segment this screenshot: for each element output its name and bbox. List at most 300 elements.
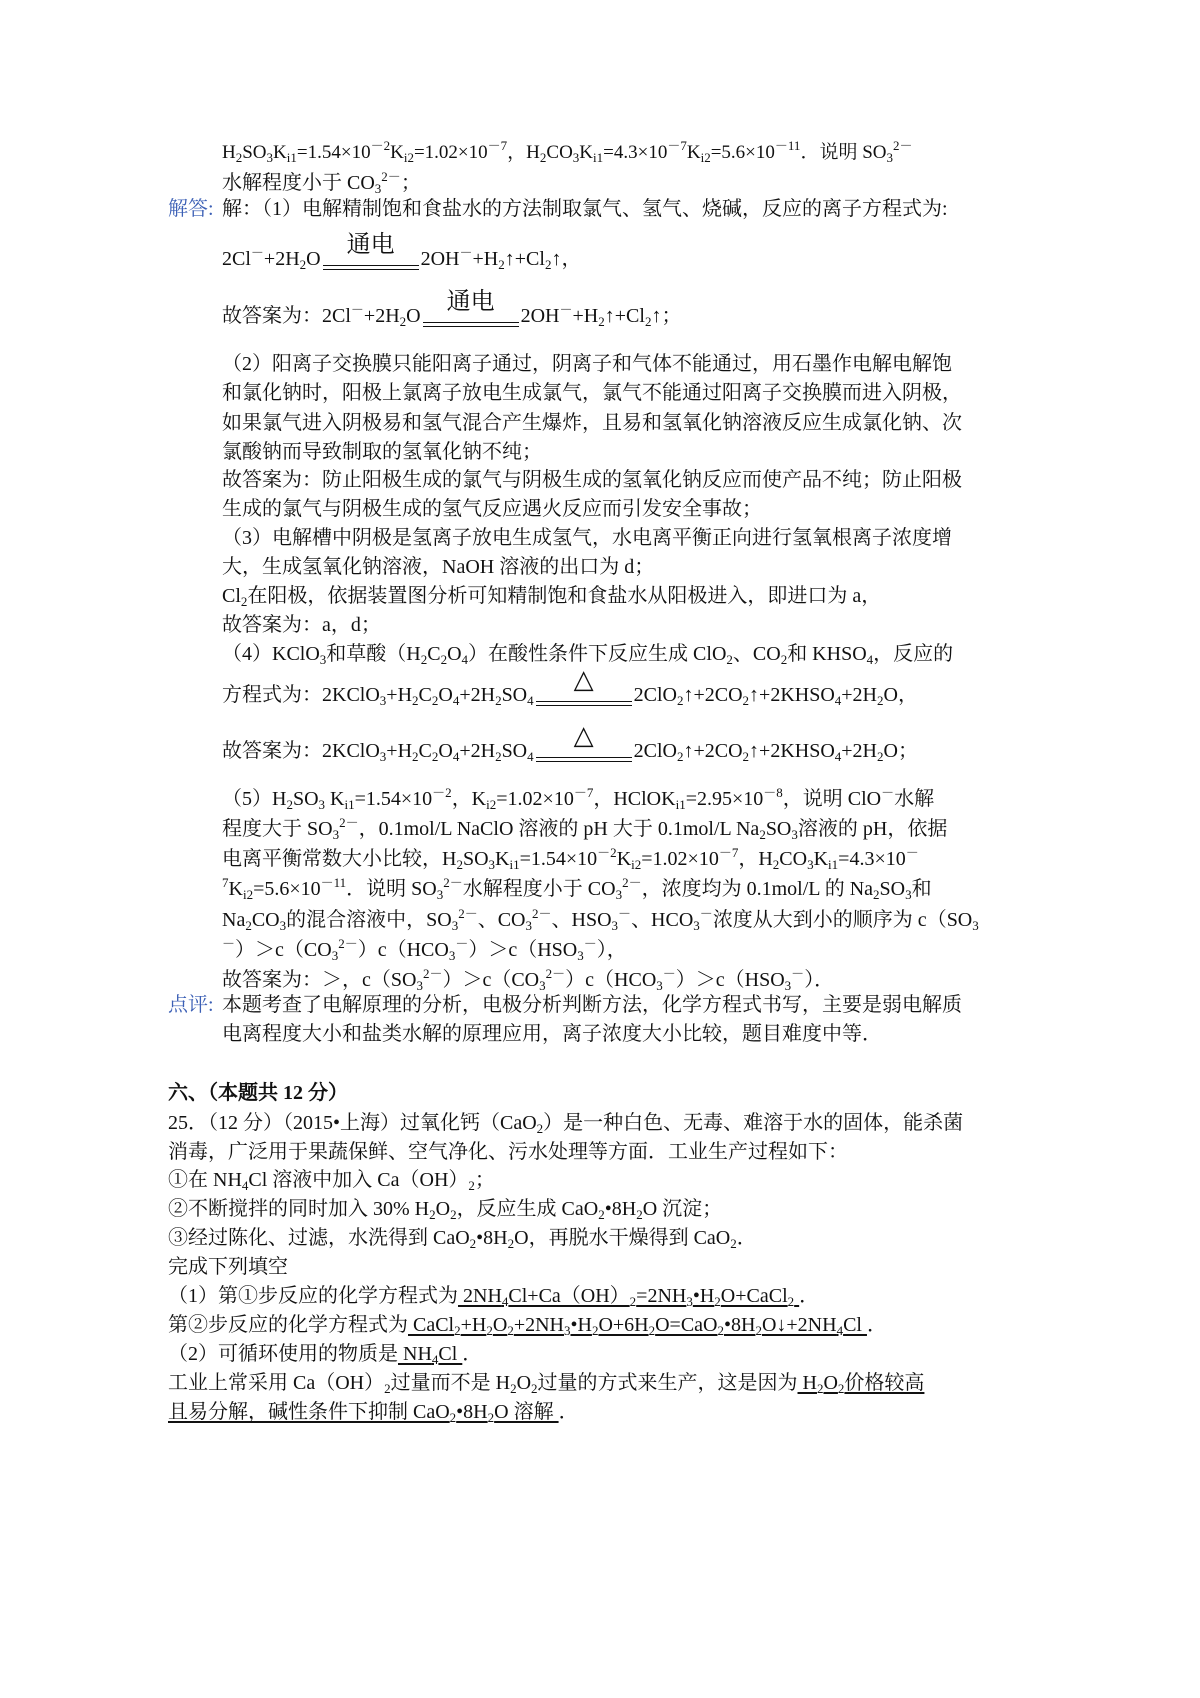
subscript: 4 <box>461 652 469 667</box>
text: O 溶解 <box>494 1401 559 1423</box>
text: Cl 溶液中加入 Ca（OH） <box>248 1169 469 1191</box>
subscript: 2 <box>714 1294 721 1309</box>
text: ．说明 SO <box>800 142 887 163</box>
text: ，H <box>738 848 773 870</box>
text: •8H <box>724 1314 756 1336</box>
text: O，再脱水干燥得到 CaO <box>514 1227 731 1249</box>
text: 和 KHSO <box>787 643 867 665</box>
subscript: 2 <box>730 1236 737 1251</box>
text: Na <box>222 909 246 931</box>
text: =1.54×10 <box>519 848 598 870</box>
superscript: 2－ <box>443 875 463 890</box>
text: ②不断搅拌的同时加入 30% H <box>168 1198 430 1220</box>
text: 故答案为： <box>222 305 322 327</box>
delta-icon: △ <box>573 665 594 695</box>
superscript: 2－ <box>532 906 552 921</box>
superscript: 2－ <box>545 966 566 981</box>
q25-fill-prompt: 完成下列填空 <box>168 1256 288 1278</box>
text: NH <box>398 1343 432 1365</box>
subscript: 2 <box>742 693 750 708</box>
text: K <box>616 848 632 870</box>
text: ． <box>558 1401 579 1423</box>
superscript: － <box>791 966 805 981</box>
subscript: 3 <box>972 918 979 933</box>
subscript: 2 <box>877 693 884 708</box>
subscript: 2 <box>286 797 293 812</box>
text: K <box>686 142 701 163</box>
subscript: 2 <box>676 749 684 764</box>
comment-label: 点评: <box>168 994 214 1016</box>
text: 和草酸（H <box>326 643 421 665</box>
text: 的混合溶液中，SO <box>286 909 452 931</box>
subscript: 3 <box>615 887 623 902</box>
subscript: 2 <box>429 1207 436 1222</box>
text: 2ClO <box>633 740 677 762</box>
subscript: 2 <box>531 1381 538 1396</box>
superscript: － <box>583 936 597 951</box>
text: 故答案为： <box>222 740 322 762</box>
text: 、HCO <box>631 909 694 931</box>
text: O， <box>883 684 918 706</box>
subscript: 4 <box>452 693 460 708</box>
subscript: 2 <box>454 1323 461 1338</box>
text: ，反应的 <box>873 643 954 665</box>
text: ）． <box>804 969 835 991</box>
answer-blank-3 <box>398 1343 462 1365</box>
subscript: i2 <box>700 150 711 165</box>
subscript: i1 <box>344 797 355 812</box>
text: =5.6×10 <box>710 142 775 163</box>
subscript: 3 <box>436 887 444 902</box>
text: +2H <box>459 684 496 706</box>
text: O <box>438 740 453 762</box>
text: ，H <box>507 142 540 163</box>
text: O； <box>883 740 918 762</box>
subscript: 3 <box>791 827 798 842</box>
subscript: 3 <box>374 181 382 196</box>
comment-line-1: 本题考查了电解原理的分析，电极分析判断方法，化学方程式书写，主要是弱电解质 <box>222 994 962 1016</box>
text: =1.54×10 <box>354 788 433 810</box>
text: K <box>330 788 345 810</box>
text: 且易分解，碱性条件下抑制 CaO <box>168 1401 450 1423</box>
subscript: 2 <box>772 857 780 872</box>
text: •8H <box>456 1401 488 1423</box>
text: O 沉淀； <box>642 1198 723 1220</box>
text: 2ClO <box>633 684 677 706</box>
superscript: －2 <box>370 138 391 153</box>
text: =1.02×10 <box>496 788 574 810</box>
text: +2H <box>841 740 878 762</box>
text: +2NH <box>513 1314 564 1336</box>
superscript: － <box>905 845 919 860</box>
subscript: 2 <box>498 257 505 272</box>
text: 溶液的 pH，依据 <box>797 818 948 840</box>
text: K <box>579 142 594 163</box>
text: （4）KClO <box>222 643 320 665</box>
text: 在阳极，依据装置图分析可知精制饱和食盐水从阳极进入，即进口为 a， <box>247 585 882 607</box>
superscript: － <box>222 936 236 951</box>
text: ）是一种白色、无毒、难溶于水的固体，能杀菌 <box>543 1112 964 1134</box>
text: O <box>406 305 421 327</box>
solution-p3-line-1: （3）电解槽中阴极是氢离子放电生成氢气，水电离平衡正向进行氢氧根离子浓度增 <box>222 527 952 549</box>
subscript: 3 <box>379 693 387 708</box>
text: =1.54×10 <box>296 142 371 163</box>
solution-p2-line-4: 氯酸钠而导致制取的氢氧化钠不纯； <box>222 441 542 463</box>
text: +H <box>386 740 413 762</box>
superscript: － <box>250 245 264 260</box>
superscript: －7 <box>487 138 508 153</box>
text: 水解程度小于 CO <box>222 172 375 194</box>
subscript: 4 <box>452 749 460 764</box>
text: ①在 NH <box>168 1169 242 1191</box>
text: （5）H <box>222 788 287 810</box>
superscript: 2－ <box>622 875 642 890</box>
subscript: 3 <box>563 1323 571 1338</box>
text: ，反应生成 CaO <box>456 1198 599 1220</box>
answer-blank-4-cont <box>168 1401 559 1423</box>
subscript: 2 <box>495 749 502 764</box>
text: ↑+Cl <box>504 248 545 270</box>
text: +H <box>386 684 413 706</box>
subscript: 2 <box>787 1294 795 1309</box>
subscript: i1 <box>675 797 686 812</box>
subscript: 2 <box>726 652 733 667</box>
text: Cl <box>222 585 241 607</box>
subscript: i2 <box>486 797 497 812</box>
text: C <box>427 643 441 665</box>
subscript: i1 <box>828 857 839 872</box>
text: K <box>495 848 510 870</box>
subscript: 4 <box>527 749 534 764</box>
text: +H <box>572 305 599 327</box>
heat-condition <box>534 721 634 770</box>
text: SO <box>501 684 528 706</box>
subscript: 3 <box>886 150 893 165</box>
subscript: 3 <box>686 1294 693 1309</box>
text: =4.3×10 <box>603 142 668 163</box>
superscript: －2 <box>597 845 617 860</box>
text: ，HClOK <box>593 788 676 810</box>
equals-bar <box>423 322 519 327</box>
text: K <box>273 142 287 163</box>
answer-blank-2 <box>408 1314 867 1336</box>
q25-step-1 <box>168 1167 495 1199</box>
q25-question-2 <box>168 1341 482 1373</box>
text: ． <box>866 1314 887 1336</box>
text: 水解 <box>894 788 935 810</box>
text: 故答案为：＞，c（SO <box>222 969 417 991</box>
subscript: 3 <box>807 857 814 872</box>
equation-1-answer <box>222 287 682 335</box>
text: •8H <box>476 1227 508 1249</box>
subscript: 2 <box>507 1323 514 1338</box>
electrolysis-condition <box>321 230 421 278</box>
subscript: 2 <box>240 594 248 609</box>
superscript: －2 <box>432 785 452 800</box>
subscript: 3 <box>693 918 700 933</box>
subscript: 2 <box>495 693 502 708</box>
text: 2Cl <box>322 305 351 327</box>
superscript: 2－ <box>892 138 913 153</box>
text: 工业上常采用 Ca（OH） <box>168 1372 385 1394</box>
text: O <box>516 1372 532 1394</box>
text: •H <box>692 1285 715 1307</box>
superscript: － <box>881 785 895 800</box>
subscript: 2 <box>487 1410 495 1425</box>
text: 价格较高 <box>844 1372 925 1394</box>
subscript: 2 <box>676 693 684 708</box>
text: •8H <box>604 1198 637 1220</box>
subscript: 3 <box>279 918 287 933</box>
text: ，K <box>451 788 487 810</box>
subscript: 4 <box>836 1323 844 1338</box>
text: ．说明 SO <box>346 878 437 900</box>
solution-p1-intro: 解：（1）电解精制饱和食盐水的方法制取氯气、氢气、烧碱，反应的离子方程式为: <box>222 198 948 220</box>
text: ）＞c（CO <box>235 939 332 961</box>
text: ，浓度均为 0.1mol/L 的 Na <box>641 878 874 900</box>
equation-1 <box>222 230 582 278</box>
text: 浓度从大到小的顺序为 c（SO <box>712 909 973 931</box>
condition-text: 通电 <box>346 230 395 258</box>
subscript: 3 <box>611 918 619 933</box>
text: 水解程度小于 CO <box>462 878 616 900</box>
text: ； <box>474 1169 495 1191</box>
text: ）， <box>596 939 627 961</box>
q25-line-2: 消毒，广泛用于果蔬保鲜、空气净化、污水处理等方面．工业生产过程如下： <box>168 1141 848 1163</box>
text: ↑+2CO <box>683 684 743 706</box>
subscript: 2 <box>384 1381 391 1396</box>
superscript: 7 <box>222 875 229 890</box>
subscript: 2 <box>245 918 252 933</box>
text: 2OH <box>520 305 560 327</box>
text: =2NH <box>636 1285 687 1307</box>
text: O <box>447 643 462 665</box>
superscript: －8 <box>763 785 783 800</box>
solution-p2-line-1: （2）阳离子交换膜只能阳离子通过，阴离子和气体不能通过，用石墨作电解电解饱 <box>222 353 952 375</box>
comment-line-2: 电离程度大小和盐类水解的原理应用，离子浓度大小比较，题目难度中等． <box>222 1023 882 1045</box>
subscript: 3 <box>318 797 326 812</box>
text: +H <box>472 248 499 270</box>
delta-icon: △ <box>573 721 594 751</box>
superscript: － <box>699 906 713 921</box>
text: O+CaCl <box>720 1285 788 1307</box>
heat-condition <box>534 665 634 714</box>
text: =1.02×10 <box>641 848 719 870</box>
text: 2NH <box>458 1285 502 1307</box>
text: 2KClO <box>322 740 380 762</box>
subscript: i1 <box>593 150 604 165</box>
superscript: － <box>455 936 469 951</box>
superscript: 2－ <box>338 936 358 951</box>
answer-blank-4 <box>798 1372 925 1394</box>
text: ）c（HCO <box>565 969 657 991</box>
subscript: 3 <box>416 978 423 993</box>
solution-p3-line-2: 大，生成氢氧化钠溶液，NaOH 溶液的出口为 d； <box>222 556 655 578</box>
solution-p3-line-3 <box>222 583 881 615</box>
q25-line-1 <box>168 1110 963 1142</box>
text: 2KClO <box>322 684 380 706</box>
solution-p3-answer: 故答案为：a，d； <box>222 614 381 636</box>
subscript: i1 <box>509 857 520 872</box>
subscript: i2 <box>242 887 254 902</box>
subscript: 3 <box>379 749 387 764</box>
superscript: 2－ <box>422 966 443 981</box>
subscript: 2 <box>544 257 552 272</box>
text: 、HSO <box>551 909 612 931</box>
superscript: －11 <box>774 138 801 153</box>
text: C <box>418 740 432 762</box>
text: （1）第①步反应的化学方程式为 <box>168 1285 458 1307</box>
superscript: －7 <box>573 785 594 800</box>
condition-text: 通电 <box>446 287 495 315</box>
text: ）＞c（HSO <box>468 939 578 961</box>
text: 第②步反应的化学方程式为 <box>168 1314 408 1336</box>
text: O <box>823 1372 838 1394</box>
text: Cl+Ca（OH） <box>508 1285 630 1307</box>
text: ． <box>736 1227 757 1249</box>
q25-question-3 <box>168 1370 924 1402</box>
text: +2H <box>363 305 400 327</box>
text: SO <box>292 788 319 810</box>
subscript: 3 <box>266 150 274 165</box>
subscript: 4 <box>501 1294 509 1309</box>
subscript: 2 <box>456 857 463 872</box>
text: 、CO <box>732 643 781 665</box>
text: ，说明 ClO <box>782 788 882 810</box>
text: 过量而不是 H <box>390 1372 511 1394</box>
subscript: 4 <box>834 749 842 764</box>
q25-question-3-cont <box>168 1399 579 1431</box>
text: +2H <box>459 740 496 762</box>
subscript: 3 <box>319 652 327 667</box>
superscript: －7 <box>667 138 687 153</box>
subscript: 2 <box>299 257 307 272</box>
subscript: 2 <box>598 314 605 329</box>
text: O <box>435 1198 451 1220</box>
subscript: 2 <box>742 749 750 764</box>
subscript: 2 <box>759 827 766 842</box>
answer-label: 解答: <box>168 198 214 220</box>
subscript: 3 <box>539 978 546 993</box>
text: SO <box>879 878 906 900</box>
text: ． <box>462 1343 483 1365</box>
text: ↑； <box>651 305 682 327</box>
text: 电离平衡常数大小比较，H <box>222 848 457 870</box>
text: CO <box>779 848 808 870</box>
text: ）＞c（HSO <box>675 969 785 991</box>
subscript: 2 <box>717 1323 724 1338</box>
text: H <box>222 142 236 163</box>
equals-bar <box>323 265 419 270</box>
subscript: 2 <box>235 150 243 165</box>
q25-question-1 <box>168 1283 819 1315</box>
text: CaCl <box>408 1314 455 1336</box>
subscript: 3 <box>488 857 496 872</box>
subscript: 2 <box>598 1207 605 1222</box>
subscript: 2 <box>648 1323 656 1338</box>
subscript: 2 <box>412 693 419 708</box>
electrolysis-condition <box>421 287 521 335</box>
text: O <box>492 1314 508 1336</box>
subscript: 2 <box>837 1381 845 1396</box>
subscript: 4 <box>527 693 534 708</box>
text: ↑， <box>551 248 582 270</box>
text: ，0.1mol/L NaClO 溶液的 pH 大于 0.1mol/L Na <box>358 818 760 840</box>
superscript: 2－ <box>339 815 359 830</box>
subscript: 2 <box>816 1381 824 1396</box>
section-title: 六、（本题共 12 分） <box>168 1082 348 1104</box>
subscript: 4 <box>241 1178 249 1193</box>
text: 25．（12 分）（2015•上海）过氧化钙（CaO <box>168 1112 537 1134</box>
text: ③经过陈化、过滤，水洗得到 CaO <box>168 1227 470 1249</box>
text: SO <box>242 142 267 163</box>
subscript: 3 <box>784 978 792 993</box>
text: O+6H <box>598 1314 649 1336</box>
subscript: 2 <box>877 749 884 764</box>
subscript: 2 <box>440 652 448 667</box>
subscript: 3 <box>451 918 459 933</box>
subscript: 2 <box>591 1323 599 1338</box>
text: 、CO <box>477 909 526 931</box>
solution-p2-line-2: 和氯化钠时，阳极上氯离子放电生成氯气，氯气不能通过阳离子交换膜而进入阴极， <box>222 382 962 404</box>
text: K <box>390 142 404 163</box>
text: 方程式为： <box>222 684 322 706</box>
text: =5.6×10 <box>253 878 321 900</box>
subscript: i2 <box>403 150 414 165</box>
text: ↑+Cl <box>604 305 645 327</box>
text: （2）可循环使用的物质是 <box>168 1343 398 1365</box>
subscript: 2 <box>780 652 788 667</box>
text: O↓+2NH <box>761 1314 837 1336</box>
answer-blank-1 <box>458 1285 799 1307</box>
text: =1.02×10 <box>413 142 488 163</box>
text: ； <box>400 172 421 194</box>
superscript: 2－ <box>381 169 401 184</box>
subscript: 2 <box>644 314 652 329</box>
subscript: 4 <box>431 1352 439 1367</box>
superscript: － <box>350 302 364 317</box>
subscript: 3 <box>656 978 663 993</box>
text: O=CaO <box>655 1314 718 1336</box>
text: H <box>797 1372 817 1394</box>
text: CO <box>546 142 573 163</box>
superscript: －7 <box>718 845 739 860</box>
subscript: 2 <box>420 652 428 667</box>
text: O <box>438 684 453 706</box>
subscript: 3 <box>525 918 533 933</box>
subscript: 2 <box>755 1323 762 1338</box>
q25-question-1b <box>168 1312 887 1344</box>
q25-step-3 <box>168 1225 757 1257</box>
superscript: － <box>459 245 473 260</box>
equals-bar <box>536 701 632 706</box>
superscript: －11 <box>320 875 347 890</box>
equals-bar <box>536 757 632 762</box>
text: SO <box>765 818 792 840</box>
text: 和 <box>911 878 932 900</box>
solution-p2-answer-1: 故答案为：防止阳极生成的氯气与阴极生成的氢氧化钠反应而使产品不纯；防止阳极 <box>222 469 962 491</box>
subscript: 2 <box>450 1207 457 1222</box>
superscript: － <box>662 966 676 981</box>
subscript: i2 <box>631 857 642 872</box>
text: ↑+2KHSO <box>749 684 835 706</box>
subscript: 2 <box>629 1294 637 1309</box>
text: 2Cl <box>222 248 251 270</box>
subscript: 3 <box>572 150 580 165</box>
subscript: 2 <box>469 1236 477 1251</box>
text: ）c（HCO <box>357 939 449 961</box>
text: +H <box>460 1314 487 1336</box>
